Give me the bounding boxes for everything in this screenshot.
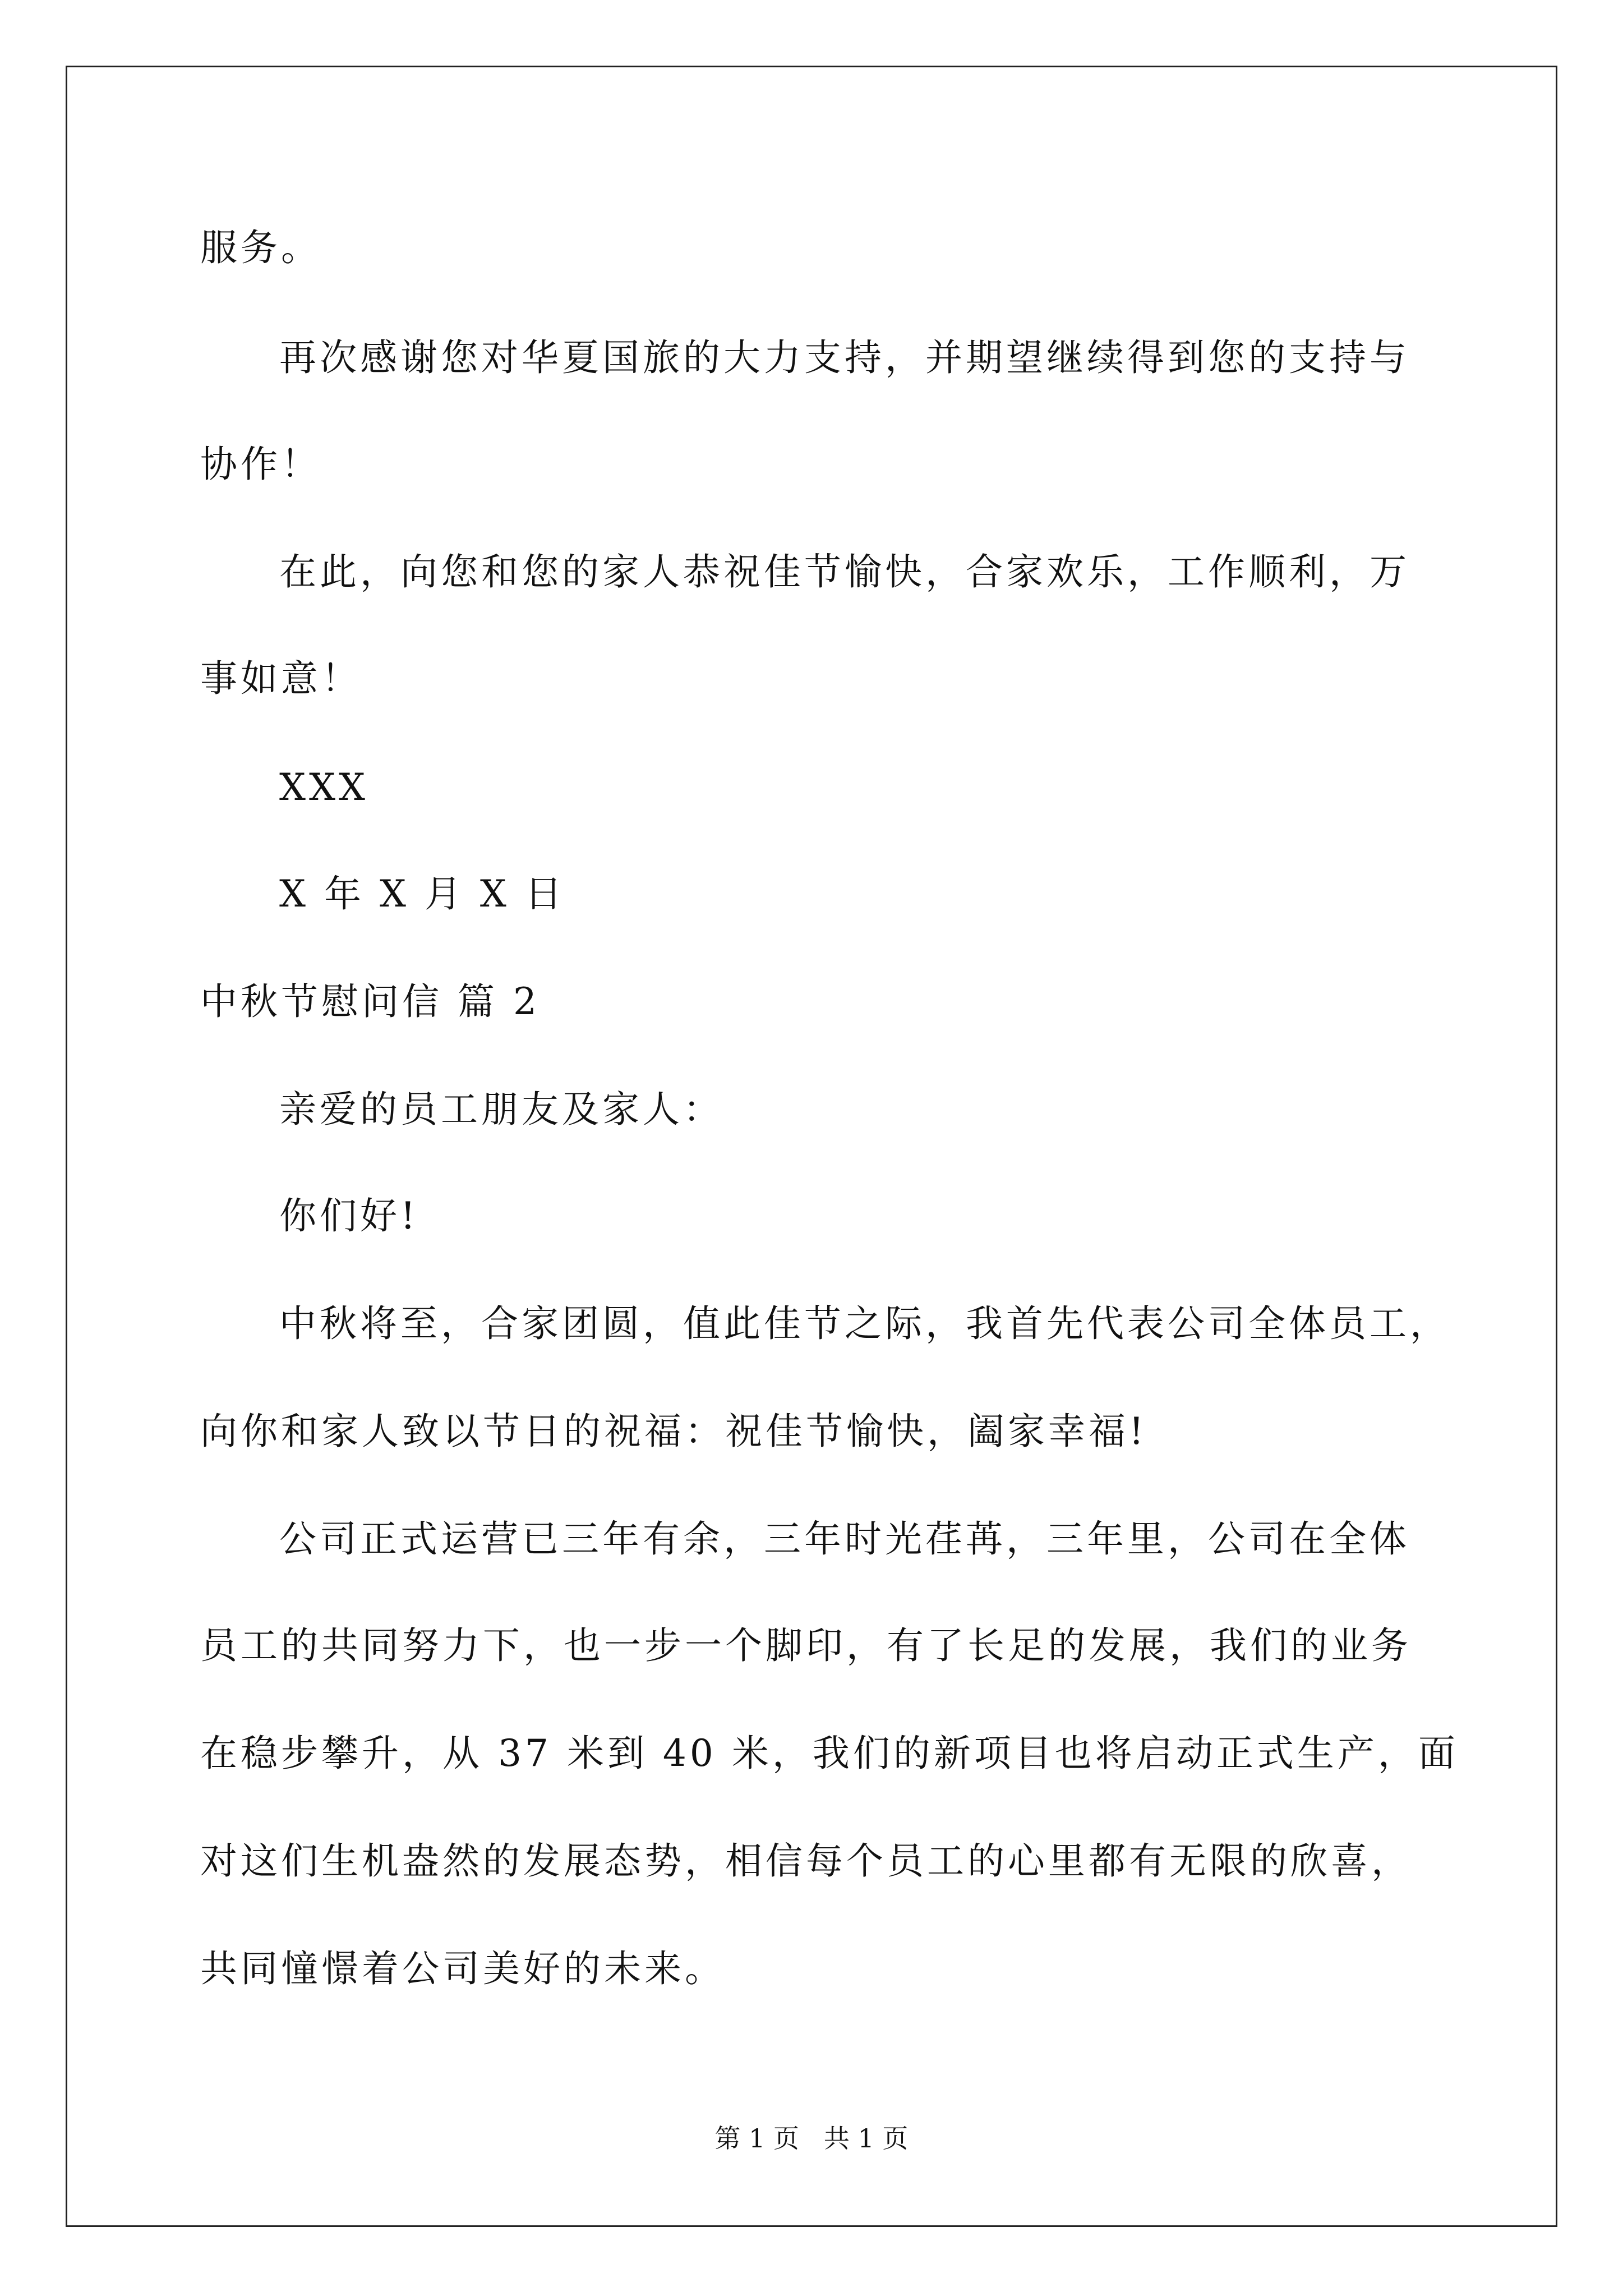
paragraph-line: 协作！ [200, 443, 321, 486]
signature-name: XXX [279, 766, 368, 809]
section-heading: 中秋节慰问信 篇 2 [200, 980, 540, 1023]
paragraph-line: 公司正式运营已三年有余，三年时光荏苒，三年里，公司在全体 [279, 1517, 1410, 1561]
paragraph-line: 共同憧憬着公司美好的未来。 [200, 1947, 725, 1990]
page-number-footer: 第 1 页 共 1 页 [714, 2123, 909, 2154]
paragraph-line: 在稳步攀升，从 37 米到 40 米，我们的新项目也将启动正式生产，面 [200, 1732, 1459, 1775]
page-border [66, 66, 1557, 2227]
paragraph-line: 向你和家人致以节日的祝福：祝佳节愉快，阖家幸福! [200, 1410, 1147, 1453]
paragraph-line: 中秋将至，合家团圆，值此佳节之际，我首先代表公司全体员工， [279, 1302, 1450, 1345]
paragraph-line: 在此，向您和您的家人恭祝佳节愉快，合家欢乐，工作顺利，万 [279, 550, 1410, 593]
paragraph-line: 事如意！ [200, 657, 362, 700]
signature-date: X 年 X 月 X 日 [279, 872, 565, 915]
salutation: 亲爱的员工朋友及家人： [279, 1088, 723, 1131]
paragraph-line: 员工的共同努力下，也一步一个脚印，有了长足的发展，我们的业务 [200, 1624, 1412, 1667]
paragraph-line: 对这们生机盎然的发展态势，相信每个员工的心里都有无限的欣喜， [200, 1839, 1412, 1883]
paragraph-line: 再次感谢您对华夏国旅的大力支持，并期望继续得到您的支持与 [279, 336, 1410, 379]
paragraph-line: 服务。 [200, 226, 321, 269]
greeting: 你们好! [279, 1194, 419, 1237]
